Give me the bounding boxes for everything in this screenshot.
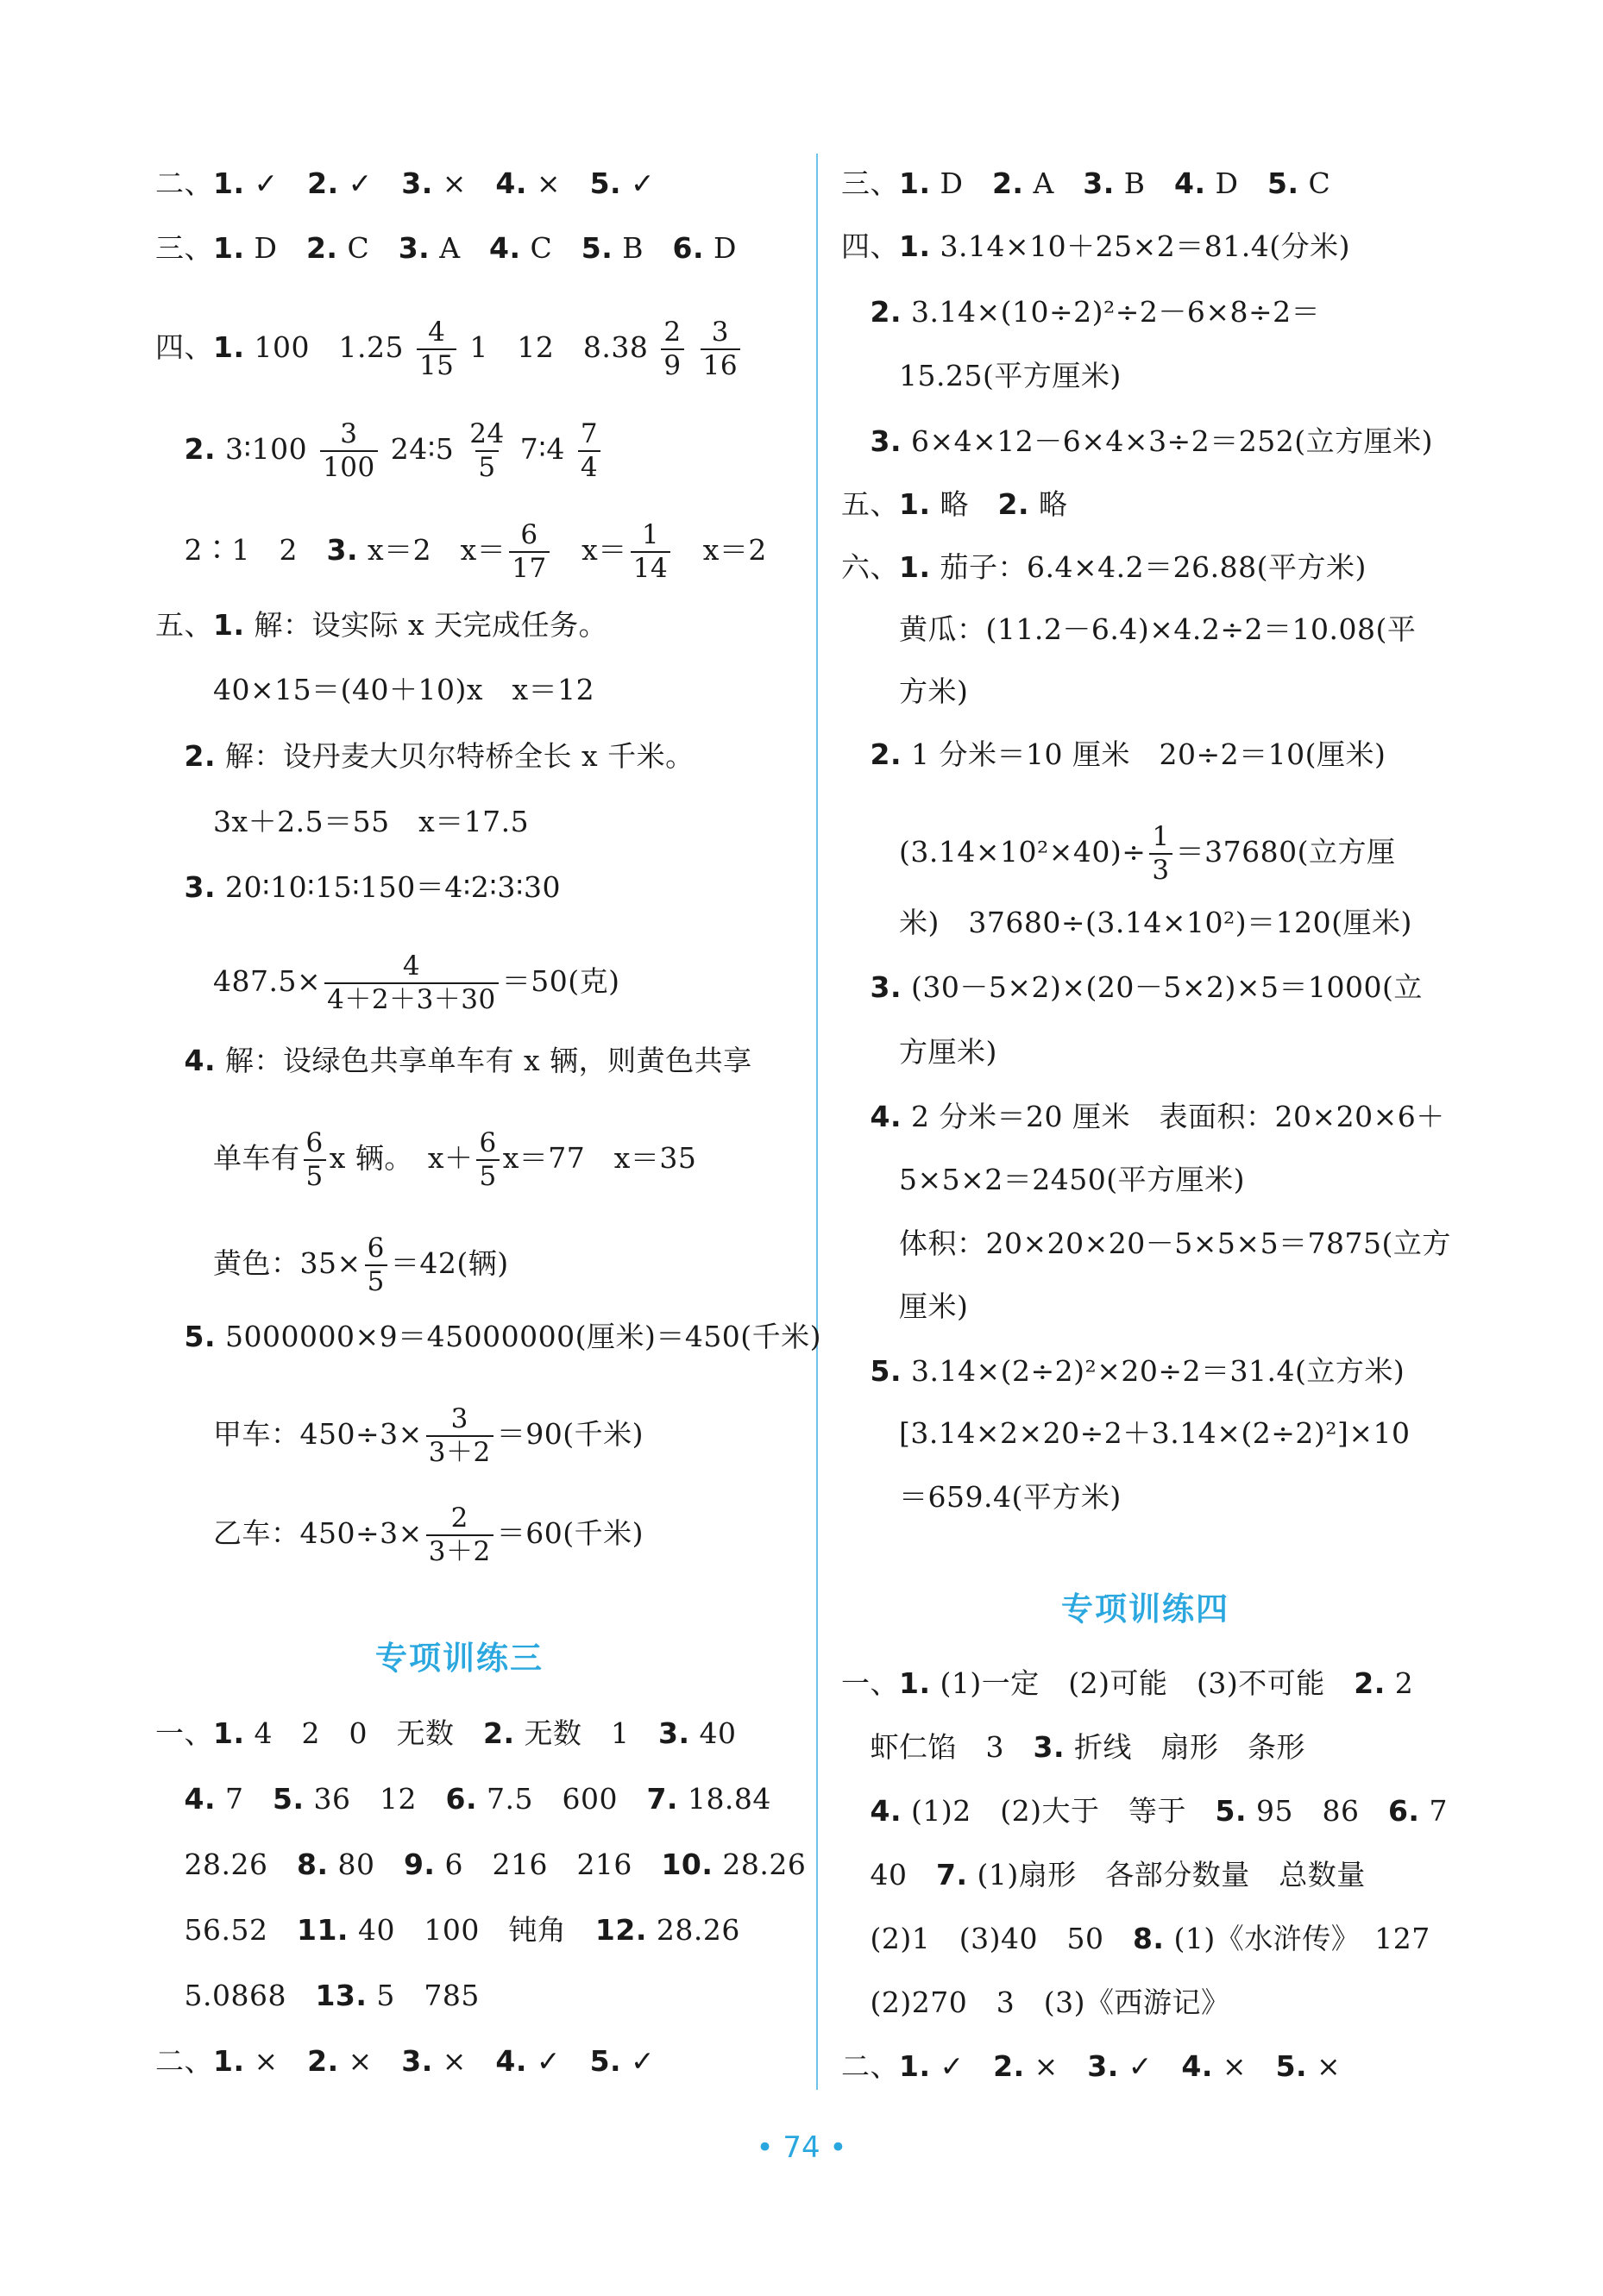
question-number: 3. xyxy=(870,970,902,1004)
fraction-denominator: 17 xyxy=(509,551,549,582)
left-answer-line xyxy=(155,950,620,1015)
answer-text: 方米) xyxy=(841,674,969,708)
fraction-numerator: 2 xyxy=(450,1502,468,1534)
left-answer-line xyxy=(155,1502,644,1567)
question-number: 3. xyxy=(398,231,431,265)
question-number: 1. xyxy=(213,608,245,642)
answer-text: 解：设绿色共享单车有 x 辆，则黄色共享 xyxy=(216,1044,752,1077)
question-number: 5. xyxy=(581,231,613,265)
left-answer-line xyxy=(155,1782,771,1816)
question-number: 1. xyxy=(213,330,245,364)
answer-text: [3.14×2×20÷2＋3.14×(2÷2)²]×10 xyxy=(841,1416,1411,1450)
left-answer-line xyxy=(155,2044,655,2079)
question-number: 3. xyxy=(401,2044,433,2078)
answer-text: 虾仁馅 3 xyxy=(841,1730,1034,1764)
answer-text: D xyxy=(930,166,992,200)
answer-text: 20∶10∶15∶150＝4∶2∶3∶30 xyxy=(216,870,561,904)
answer-text: ＝37680(立方厘 xyxy=(1175,835,1396,869)
question-number: 5. xyxy=(273,1782,305,1816)
right-answer-line xyxy=(841,359,1122,393)
answer-text: 5 785 xyxy=(367,1979,480,2012)
right-answer-line xyxy=(841,166,1330,201)
answer-text: 二、 xyxy=(155,2044,213,2078)
answer-text: × xyxy=(432,2044,496,2078)
left-answer-line xyxy=(155,1320,821,1354)
fraction-denominator: 3＋2 xyxy=(426,1534,493,1565)
left-answer-line xyxy=(155,319,744,380)
question-number: 2. xyxy=(870,737,902,771)
question-number: 2. xyxy=(997,487,1029,521)
right-answer-line xyxy=(841,970,1423,1005)
left-answer-line xyxy=(155,1716,736,1751)
question-number: 2. xyxy=(482,1716,515,1750)
question-number: 10. xyxy=(661,1847,713,1881)
left-answer-line xyxy=(155,805,529,839)
answer-text: 7∶4 xyxy=(510,432,575,466)
answer-text: D xyxy=(704,231,737,265)
answer-text: 7.5 600 xyxy=(476,1782,647,1816)
answer-text: × xyxy=(338,2044,402,2078)
question-number: 3. xyxy=(1083,166,1115,200)
right-answer-line xyxy=(841,550,1367,585)
answer-text: 一、 xyxy=(841,1666,899,1700)
question-number: 4. xyxy=(870,1100,902,1133)
question-number: 8. xyxy=(296,1847,329,1881)
fraction-denominator: 5 xyxy=(475,450,498,481)
answer-text: 略 xyxy=(930,487,998,521)
right-answer-line xyxy=(841,1730,1305,1765)
question-number: 2. xyxy=(184,739,216,773)
answer-text: 一、 xyxy=(155,1716,213,1750)
answer-text: 折线 扇形 条形 xyxy=(1065,1730,1305,1764)
answer-text: B xyxy=(1114,166,1175,200)
right-answer-line xyxy=(841,1985,1229,2020)
answer-text: × xyxy=(526,166,590,200)
left-answer-line xyxy=(155,1403,644,1468)
answer-text: 6 216 216 xyxy=(435,1847,662,1881)
question-number: 5. xyxy=(589,2044,622,2078)
answer-text: 二、 xyxy=(841,2049,899,2083)
right-answer-line xyxy=(841,1666,1413,1701)
right-answer-line xyxy=(841,1858,1366,1892)
fraction-numerator: 1 xyxy=(1152,821,1170,852)
left-answer-line xyxy=(155,1979,480,2013)
fraction-numerator: 6 xyxy=(367,1233,385,1264)
right-answer-line xyxy=(841,424,1433,459)
left-answer-line xyxy=(155,1235,509,1295)
answer-text: 40 100 钝角 xyxy=(348,1913,595,1947)
fraction-denominator: 4 xyxy=(578,450,600,481)
fraction-numerator: 4 xyxy=(428,317,446,348)
question-number: 2. xyxy=(307,166,339,200)
right-answer-line xyxy=(841,1922,1430,1956)
column-divider xyxy=(816,154,818,2090)
question-number: 11. xyxy=(296,1913,349,1947)
answer-text: 56.52 xyxy=(155,1913,297,1947)
answer-text xyxy=(841,1100,871,1133)
fraction-denominator: 9 xyxy=(661,348,683,380)
answer-text: 2∶1 2 xyxy=(155,533,327,567)
answer-text: 米) 37680÷(3.14×10²)＝120(厘米) xyxy=(841,906,1412,939)
fraction xyxy=(1149,821,1172,886)
fraction xyxy=(426,1403,493,1468)
answer-text: 方厘米) xyxy=(841,1035,997,1069)
fraction xyxy=(476,1127,499,1192)
right-answer-line xyxy=(841,737,1386,772)
answer-text: 解：设丹麦大贝尔特桥全长 x 千米。 xyxy=(216,739,695,773)
answer-text: 六、 xyxy=(841,550,899,584)
answer-text: 3.14×10＋25×2＝81.4(分米) xyxy=(930,229,1350,263)
answer-text: 四、 xyxy=(841,229,899,263)
answer-text: ✓ xyxy=(930,2049,994,2083)
answer-text xyxy=(841,424,871,458)
fraction-numerator: 7 xyxy=(580,418,599,449)
answer-text: 95 86 xyxy=(1246,1794,1388,1828)
answer-text: ＝50(克) xyxy=(501,964,620,998)
answer-text xyxy=(155,870,185,904)
answer-text: 五、 xyxy=(841,487,899,521)
question-number: 2. xyxy=(307,2044,339,2078)
fraction xyxy=(467,418,506,483)
question-number: 3. xyxy=(657,1716,690,1750)
answer-text: D xyxy=(244,231,306,265)
answer-text: A xyxy=(1023,166,1084,200)
question-number: 4. xyxy=(1174,166,1206,200)
answer-text: 5000000×9＝45000000(厘米)＝450(千米) xyxy=(216,1320,822,1353)
answer-text: ✓ xyxy=(621,2044,656,2078)
answer-text: 解：设实际 x 天完成任务。 xyxy=(244,608,608,642)
question-number: 3. xyxy=(1087,2049,1119,2083)
fraction-numerator: 1 xyxy=(641,519,660,550)
answer-text: 80 xyxy=(328,1847,404,1881)
answer-text: 5×5×2＝2450(平方厘米) xyxy=(841,1163,1246,1196)
question-number: 1. xyxy=(213,1716,245,1750)
answer-text: 五、 xyxy=(155,608,213,642)
question-number: 4. xyxy=(1181,2049,1213,2083)
left-answer-line xyxy=(155,870,561,905)
question-number: 5. xyxy=(184,1320,216,1353)
answer-text: 体积：20×20×20－5×5×5＝7875(立方 xyxy=(841,1226,1451,1260)
fraction-denominator: 15 xyxy=(417,348,456,380)
answer-text: 二、 xyxy=(155,166,213,200)
fraction xyxy=(631,519,670,584)
answer-text: 7 xyxy=(216,1782,273,1816)
answer-text xyxy=(841,295,871,329)
fraction xyxy=(701,319,740,380)
right-answer-line xyxy=(841,487,1068,522)
answer-text xyxy=(155,1782,185,1816)
answer-text: x 辆。 x＋ xyxy=(329,1141,474,1175)
fraction-numerator: 6 xyxy=(479,1127,497,1158)
answer-text: A xyxy=(430,231,490,265)
right-answer-line xyxy=(841,1416,1411,1451)
answer-text: 15.25(平方厘米) xyxy=(841,359,1122,392)
fraction xyxy=(304,1127,326,1192)
right-answer-line xyxy=(841,295,1320,329)
answer-text: 1 分米＝10 厘米 20÷2＝10(厘米) xyxy=(902,737,1386,771)
fraction xyxy=(509,519,549,584)
answer-text: ✓ xyxy=(338,166,402,200)
answer-text: 3.14×(10÷2)²÷2－6×8÷2＝ xyxy=(902,295,1321,329)
answer-text: × xyxy=(1212,2049,1276,2083)
answer-text: 28.26 xyxy=(713,1847,807,1881)
answer-text: ＝42(辆) xyxy=(390,1246,509,1280)
answer-text xyxy=(155,1320,185,1353)
left-answer-line xyxy=(155,1913,740,1948)
answer-text: 3∶100 xyxy=(216,432,317,466)
answer-text: 2 xyxy=(1385,1666,1414,1700)
answer-text: 7 xyxy=(1419,1794,1448,1828)
question-number: 1. xyxy=(899,487,931,521)
answer-text: D xyxy=(1205,166,1267,200)
answer-text: C xyxy=(337,231,399,265)
fraction-denominator: 5 xyxy=(476,1159,499,1190)
answer-text: 茄子：6.4×4.2＝26.88(平方米) xyxy=(930,550,1367,584)
question-number: 4. xyxy=(870,1794,902,1828)
question-number: 7. xyxy=(646,1782,678,1816)
fraction-numerator: 2 xyxy=(663,317,682,348)
question-number: 4. xyxy=(184,1782,216,1816)
answer-text xyxy=(155,432,185,466)
answer-text: 三、 xyxy=(155,231,213,265)
answer-text: 厘米) xyxy=(841,1289,969,1323)
answer-text: × xyxy=(1307,2049,1342,2083)
answer-text: (2)1 (3)40 50 xyxy=(841,1922,1133,1955)
right-answer-line xyxy=(841,1100,1445,1134)
right-answer-line xyxy=(841,1354,1405,1389)
left-answer-line xyxy=(155,166,655,201)
question-number: 1. xyxy=(213,2044,245,2078)
right-answer-line xyxy=(841,821,1396,886)
answer-text: (1)扇形 各部分数量 总数量 xyxy=(967,1858,1366,1891)
right-answer-line xyxy=(841,1035,997,1070)
answer-text: 24∶5 xyxy=(380,432,464,466)
left-answer-line xyxy=(155,739,695,774)
question-number: 6. xyxy=(445,1782,477,1816)
right-answer-line xyxy=(841,229,1350,264)
answer-text: × xyxy=(244,2044,308,2078)
fraction-denominator: 14 xyxy=(631,551,670,582)
answer-text: C xyxy=(1298,166,1331,200)
fraction xyxy=(578,418,600,483)
answer-text: 四、 xyxy=(155,330,213,364)
left-answer-line xyxy=(155,1127,697,1192)
left-answer-line xyxy=(155,1847,806,1882)
left-answer-line xyxy=(155,673,594,707)
answer-text: 40 xyxy=(689,1716,737,1750)
fraction-denominator: 3 xyxy=(1149,853,1172,884)
answer-text: C xyxy=(520,231,581,265)
question-number: 3. xyxy=(326,533,358,567)
answer-text: ＝90(千米) xyxy=(496,1417,644,1451)
answer-text: 黄色：35× xyxy=(155,1246,361,1280)
question-number: 3. xyxy=(401,166,433,200)
question-number: 3. xyxy=(184,870,216,904)
answer-text: 单车有 xyxy=(155,1141,300,1175)
answer-text xyxy=(841,1354,871,1388)
answer-text: × xyxy=(1024,2049,1088,2083)
question-number: 4. xyxy=(184,1044,216,1077)
question-number: 1. xyxy=(899,1666,931,1700)
answer-text: 乙车：450÷3× xyxy=(155,1516,423,1550)
answer-text: x＝2 xyxy=(674,533,767,567)
answer-text: 5.0868 xyxy=(155,1979,316,2012)
answer-text: 3.14×(2÷2)²×20÷2＝31.4(立方米) xyxy=(902,1354,1405,1388)
question-number: 5. xyxy=(1215,1794,1247,1828)
answer-text: (3.14×10²×40)÷ xyxy=(841,835,1147,869)
answer-text: 40×15＝(40＋10)x x＝12 xyxy=(155,673,595,706)
left-answer-line xyxy=(155,418,604,483)
answer-text xyxy=(155,739,185,773)
answer-text: × xyxy=(432,166,496,200)
answer-text: (1)一定 (2)可能 (3)不可能 xyxy=(930,1666,1355,1700)
question-number: 6. xyxy=(1387,1794,1420,1828)
answer-text: ✓ xyxy=(621,166,656,200)
question-number: 1. xyxy=(899,2049,931,2083)
answer-text: 略 xyxy=(1029,487,1068,521)
question-number: 3. xyxy=(1033,1730,1065,1764)
answer-text: 无数 1 xyxy=(514,1716,658,1750)
answer-text: 3x＋2.5＝55 x＝17.5 xyxy=(155,805,530,838)
fraction-numerator: 6 xyxy=(305,1127,324,1158)
right-answer-line xyxy=(841,2049,1341,2084)
answer-text: x＝2 x＝ xyxy=(358,533,506,567)
fraction-denominator: 5 xyxy=(304,1159,326,1190)
left-answer-line xyxy=(155,231,737,266)
question-number: 5. xyxy=(1275,2049,1308,2083)
answer-text: 36 12 xyxy=(304,1782,446,1816)
answer-text: 18.84 xyxy=(677,1782,771,1816)
question-number: 4. xyxy=(495,2044,527,2078)
answer-text: 2 分米＝20 厘米 表面积：20×20×6＋ xyxy=(902,1100,1445,1133)
question-number: 12. xyxy=(594,1913,647,1947)
question-number: 9. xyxy=(403,1847,436,1881)
page-number: • 74 • xyxy=(756,2130,847,2165)
fraction-denominator: 100 xyxy=(320,450,378,481)
right-answer-line xyxy=(841,1163,1245,1197)
fraction-numerator: 3 xyxy=(450,1403,468,1434)
question-number: 2. xyxy=(305,231,338,265)
question-number: 2. xyxy=(993,2049,1025,2083)
left-answer-line xyxy=(155,1044,752,1078)
answer-text xyxy=(155,1044,185,1077)
answer-text: (1)《水浒传》 127 xyxy=(1164,1922,1430,1955)
question-number: 2. xyxy=(1354,1666,1386,1700)
answer-text: 甲车：450÷3× xyxy=(155,1417,423,1451)
answer-text: 三、 xyxy=(841,166,899,200)
answer-text: 28.26 xyxy=(646,1913,740,1947)
answer-text: (2)270 3 (3)《西游记》 xyxy=(841,1985,1230,2019)
right-answer-line xyxy=(841,1226,1451,1261)
fraction-numerator: 24 xyxy=(469,418,505,449)
answer-text: 487.5× xyxy=(155,964,322,998)
question-number: 4. xyxy=(489,231,521,265)
answer-text: B xyxy=(613,231,673,265)
answer-text: 1 12 8.38 xyxy=(460,330,658,364)
section-heading-3: 专项训练三 xyxy=(375,1640,544,1677)
answer-text: (30－5×2)×(20－5×2)×5＝1000(立 xyxy=(902,970,1423,1004)
fraction-denominator: 4＋2＋3＋30 xyxy=(324,982,499,1013)
answer-text: x＝ xyxy=(552,533,627,567)
question-number: 7. xyxy=(936,1858,968,1891)
answer-text: ✓ xyxy=(1118,2049,1182,2083)
left-answer-line xyxy=(155,519,767,584)
fraction-denominator: 5 xyxy=(365,1264,387,1295)
question-number: 3. xyxy=(870,424,902,458)
right-answer-line xyxy=(841,906,1412,940)
question-number: 13. xyxy=(315,1979,368,2012)
question-number: 8. xyxy=(1132,1922,1165,1955)
answer-text xyxy=(841,1794,871,1828)
answer-text xyxy=(688,330,697,364)
fraction-denominator: 16 xyxy=(701,348,740,380)
answer-text: ＝60(千米) xyxy=(496,1516,644,1550)
right-answer-line xyxy=(841,1794,1448,1829)
question-number: 6. xyxy=(672,231,705,265)
question-number: 2. xyxy=(184,432,216,466)
answer-text: x＝77 x＝35 xyxy=(502,1141,697,1175)
answer-text xyxy=(841,737,871,771)
answer-text: (1)2 (2)大于 等于 xyxy=(902,1794,1216,1828)
question-number: 1. xyxy=(899,229,931,263)
answer-text: ✓ xyxy=(244,166,308,200)
question-number: 1. xyxy=(899,550,931,584)
answer-text: 40 xyxy=(841,1858,936,1891)
question-number: 2. xyxy=(991,166,1024,200)
fraction xyxy=(661,319,683,380)
question-number: 1. xyxy=(899,166,931,200)
right-answer-line xyxy=(841,1480,1122,1515)
right-answer-line xyxy=(841,1289,968,1324)
fraction-numerator: 3 xyxy=(340,418,358,449)
question-number: 5. xyxy=(589,166,622,200)
left-answer-line xyxy=(155,608,607,643)
section-heading-4: 专项训练四 xyxy=(1061,1590,1229,1628)
fraction xyxy=(320,418,378,483)
answer-text: ✓ xyxy=(526,2044,590,2078)
fraction xyxy=(417,319,456,380)
answer-text: 黄瓜：(11.2－6.4)×4.2÷2＝10.08(平 xyxy=(841,612,1417,646)
question-number: 4. xyxy=(495,166,527,200)
answer-text: 4 2 0 无数 xyxy=(244,1716,483,1750)
question-number: 1. xyxy=(213,166,245,200)
right-answer-line xyxy=(841,674,968,709)
right-answer-line xyxy=(841,612,1416,647)
question-number: 5. xyxy=(1267,166,1299,200)
fraction xyxy=(324,950,499,1015)
answer-text: 6×4×12－6×4×3÷2＝252(立方厘米) xyxy=(902,424,1433,458)
question-number: 1. xyxy=(213,231,245,265)
fraction xyxy=(365,1235,387,1295)
fraction xyxy=(426,1502,493,1567)
answer-text: ＝659.4(平方米) xyxy=(841,1480,1122,1514)
answer-text: 100 1.25 xyxy=(244,330,413,364)
question-number: 5. xyxy=(870,1354,902,1388)
answer-text: 28.26 xyxy=(155,1847,297,1881)
question-number: 2. xyxy=(870,295,902,329)
answer-text xyxy=(841,970,871,1004)
fraction-denominator: 3＋2 xyxy=(426,1435,493,1466)
fraction-numerator: 6 xyxy=(520,519,538,550)
fraction-numerator: 4 xyxy=(402,950,421,982)
fraction-numerator: 3 xyxy=(711,317,729,348)
